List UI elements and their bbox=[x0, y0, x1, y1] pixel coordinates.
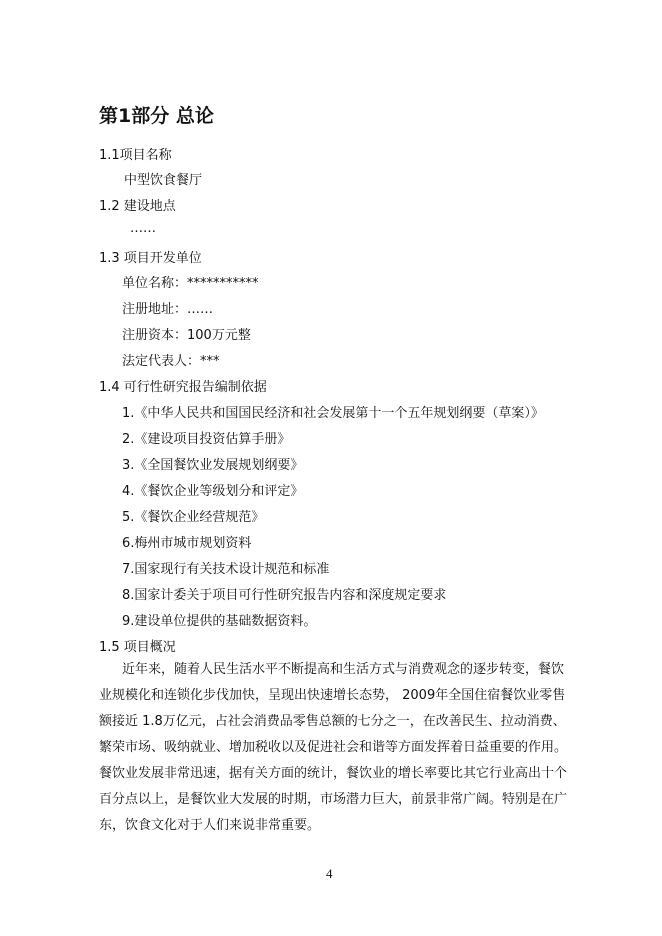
basis-item: 6.梅州市城市规划资料 bbox=[122, 536, 252, 551]
basis-item: 9.建设单位提供的基础数据资料。 bbox=[122, 614, 317, 629]
unit-name: 单位名称：*********** bbox=[122, 276, 259, 291]
paragraph-line: 餐饮业发展非常迅速，据有关方面的统计，餐饮业的增长率要比其它行业高出十个 bbox=[99, 766, 568, 781]
section-1-3-heading: 1.3 项目开发单位 bbox=[99, 251, 202, 266]
overview-paragraph bbox=[99, 657, 579, 839]
basis-item: 3.《全国餐饮业发展规划纲要》 bbox=[122, 458, 304, 473]
registered-address: 注册地址：…… bbox=[122, 302, 214, 317]
section-1-4-heading: 1.4 可行性研究报告编制依据 bbox=[99, 380, 267, 395]
paragraph-line: 业规模化和连锁化步伐加快，呈现出快速增长态势， 2009年全国住宿餐饮业零售 bbox=[99, 688, 566, 703]
section-1-1-heading: 1.1项目名称 bbox=[99, 148, 172, 163]
paragraph-line: 近年来，随着人民生活水平不断提高和生活方式与消费观念的逐步转变，餐饮 bbox=[122, 662, 565, 677]
basis-item: 4.《餐饮企业等级划分和评定》 bbox=[122, 484, 304, 499]
basis-item: 1.《中华人民共和国国民经济和社会发展第十一个五年规划纲要（草案）》 bbox=[122, 406, 544, 421]
registered-capital: 注册资本：100万元整 bbox=[122, 328, 251, 343]
basis-item: 7.国家现行有关技术设计规范和标准 bbox=[122, 562, 330, 577]
section-1-2-heading: 1.2 建设地点 bbox=[99, 199, 176, 214]
paragraph-line: 百分点以上，是餐饮业大发展的时期，市场潜力巨大，前景非常广阔。特别是在广 bbox=[99, 792, 568, 807]
legal-representative: 法定代表人：*** bbox=[122, 354, 220, 369]
basis-item: 5.《餐饮企业经营规范》 bbox=[122, 510, 265, 525]
section-1-5-heading: 1.5 项目概况 bbox=[99, 640, 176, 655]
chapter-title: 第1部分 总论 bbox=[99, 105, 214, 127]
construction-site: …… bbox=[130, 221, 156, 236]
project-name: 中型饮食餐厅 bbox=[124, 173, 203, 188]
paragraph-line: 东，饮食文化对于人们来说非常重要。 bbox=[99, 818, 321, 833]
basis-item: 2.《建设项目投资估算手册》 bbox=[122, 432, 291, 447]
paragraph-line: 额接近 1.8万亿元，占社会消费品零售总额的七分之一，在改善民生、拉动消费、 bbox=[99, 714, 566, 729]
basis-item: 8.国家计委关于项目可行性研究报告内容和深度规定要求 bbox=[122, 588, 447, 603]
page-number: 4 bbox=[326, 866, 333, 881]
paragraph-line: 繁荣市场、吸纳就业、增加税收以及促进社会和谐等方面发挥着日益重要的作用。 bbox=[99, 740, 568, 755]
